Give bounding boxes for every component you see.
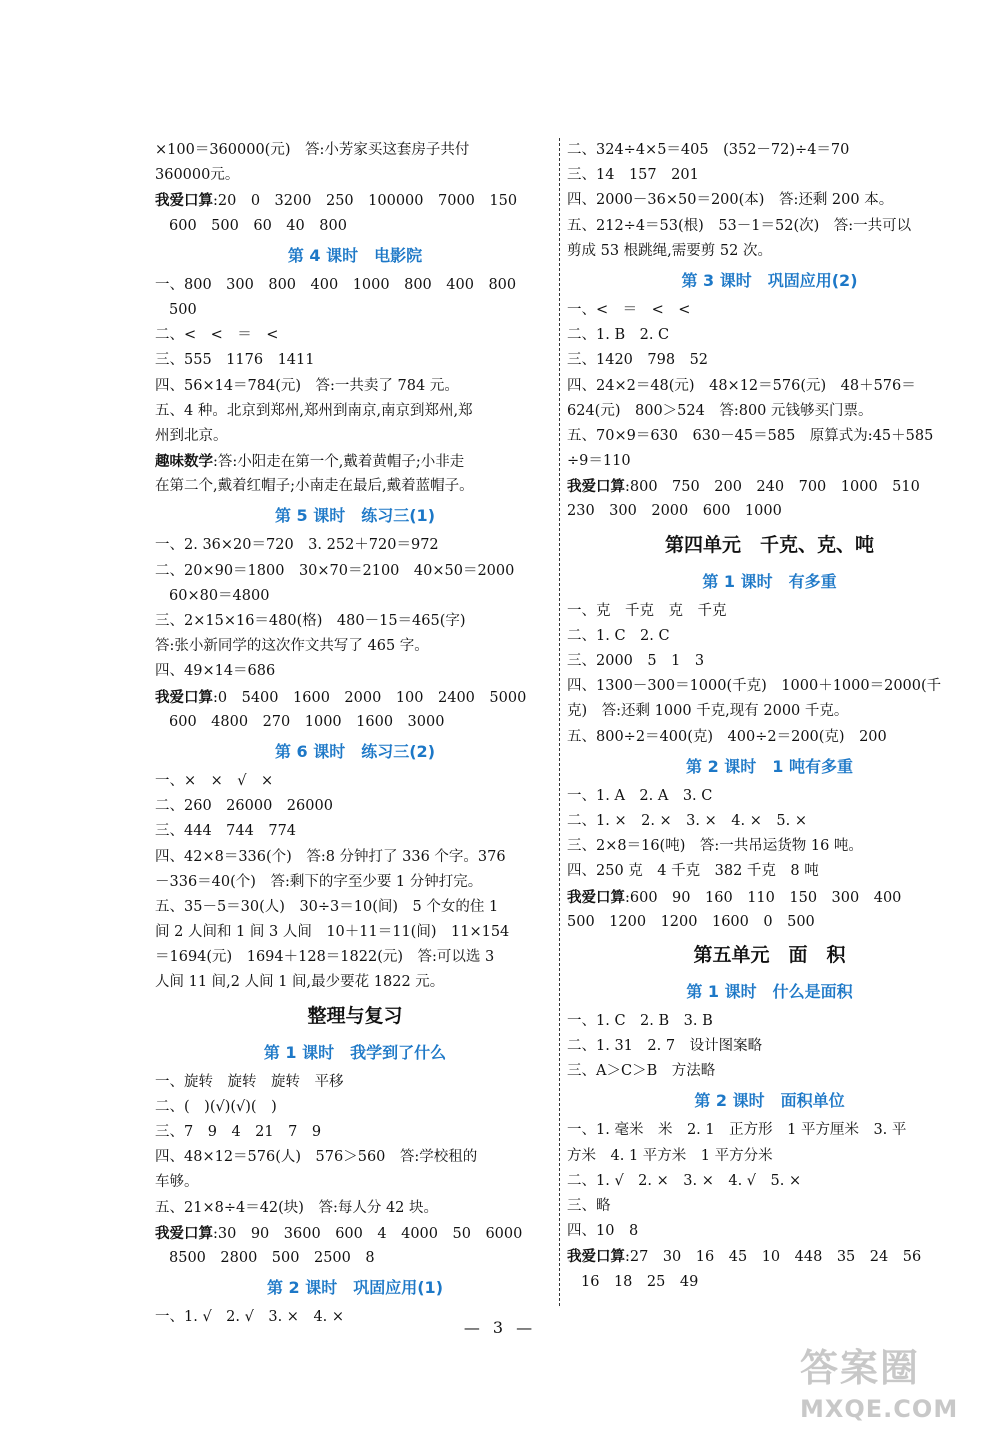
- line-text: :答:小阳走在第一个,戴着黄帽子;小非走: [213, 454, 465, 471]
- page-number: — 3 —: [463, 1318, 537, 1337]
- answer-line: 四、42×8＝336(个) 答:8 分钟打了 336 个字。376: [155, 848, 506, 865]
- lesson-heading: 第 5 课时 练习三(1): [274, 506, 436, 526]
- answer-line: 360000元。: [155, 167, 240, 184]
- answer-line: [155, 188, 555, 213]
- line-text: :27 30 16 45 10 448 35 24 56: [625, 1249, 922, 1266]
- answer-line: 一、1. A 2. A 3. C: [567, 787, 713, 804]
- right-column: [567, 138, 972, 1295]
- answer-line: 8500 2800 500 2500 8: [169, 1249, 375, 1266]
- answer-line: 五、4 种。北京到郑州,郑州到南京,南京到郑州,郑: [155, 402, 473, 419]
- answer-line: 二、1. × 2. × 3. × 4. × 5. ×: [567, 812, 807, 829]
- answer-line: 克) 答:还剩 1000 千克,现有 2000 千克。: [567, 703, 849, 720]
- watermark-text: 答案圈: [800, 1346, 921, 1390]
- answer-line: 二、1. C 2. C: [567, 627, 670, 644]
- answer-line: 人间 11 间,2 人间 1 间,最少要花 1822 元。: [155, 974, 445, 991]
- answer-line: 二、1. B 2. C: [567, 327, 670, 344]
- line-label: 我爱口算: [567, 888, 625, 906]
- answer-line: 四、49×14＝686: [155, 663, 276, 680]
- answer-line: 三、14 157 201: [567, 167, 699, 184]
- line-text: :20 0 3200 250 100000 7000 150: [213, 193, 518, 210]
- answer-line: 三、2×8＝16(吨) 答:一共吊运货物 16 吨。: [567, 838, 863, 855]
- answer-line: 500 1200 1200 1600 0 500: [567, 913, 815, 930]
- answer-line: 三、2000 5 1 3: [567, 653, 705, 669]
- answer-line: 四、10 8: [567, 1223, 639, 1240]
- answer-line: 二、20×90＝1800 30×70＝2100 40×50＝2000: [155, 562, 515, 579]
- lesson-heading: 第 6 课时 练习三(2): [274, 741, 436, 761]
- answer-line: 一、1. 毫米 米 2. 1 正方形 1 平方厘米 3. 平: [567, 1122, 907, 1139]
- answer-line: 五、212÷4＝53(根) 53－1＝52(次) 答:一共可以: [567, 217, 912, 234]
- answer-line: ÷9＝110: [567, 453, 631, 470]
- watermark-url: MXQE.COM: [800, 1395, 959, 1423]
- answer-line: [155, 449, 555, 474]
- line-text: :800 750 200 240 700 1000 510: [625, 479, 920, 496]
- answer-line: 一、2. 36×20＝720 3. 252＋720＝972: [155, 537, 439, 554]
- answer-line: －336＝40(个) 答:剩下的字至少要 1 分钟打完。: [155, 873, 483, 890]
- answer-line: [155, 685, 555, 710]
- line-label: 我爱口算: [567, 478, 625, 496]
- answer-line: 一、1. √ 2. √ 3. × 4. ×: [155, 1309, 345, 1326]
- answer-line: 三、1420 798 52: [567, 352, 709, 369]
- answer-line: [567, 474, 972, 499]
- answer-line: 五、800÷2＝400(克) 400÷2＝200(克) 200: [567, 728, 887, 745]
- line-text: :0 5400 1600 2000 100 2400 5000: [213, 689, 527, 706]
- lesson-heading: 第 4 课时 电影院: [287, 245, 423, 265]
- answer-line: 二、( )(√)(√)( ): [155, 1098, 277, 1115]
- lesson-heading: 第 2 课时 面积单位: [694, 1091, 845, 1111]
- answer-line: ＝1694(元) 1694＋128＝1822(元) 答:可以选 3: [155, 949, 495, 966]
- answer-line: 五、35－5＝30(人) 30÷3＝10(间) 5 个女的住 1: [155, 898, 499, 915]
- answer-line: 四、48×12＝576(人) 576＞560 答:学校租的: [155, 1149, 478, 1166]
- unit-heading: 整理与复习: [307, 1004, 403, 1027]
- line-label: 我爱口算: [155, 1224, 213, 1242]
- answer-line: 一、< ＝ < <: [567, 301, 691, 318]
- answer-line: 三、555 1176 1411: [155, 352, 315, 369]
- answer-line: 二、324÷4×5＝405 (352－72)÷4＝70: [567, 142, 850, 158]
- answer-line: 一、克 千克 克 千克: [567, 602, 727, 619]
- answer-line: 600 4800 270 1000 1600 3000: [169, 713, 445, 730]
- answer-line: 600 500 60 40 800: [169, 217, 347, 234]
- answer-line: [567, 885, 972, 910]
- line-label: 我爱口算: [155, 192, 213, 210]
- answer-line: 州到北京。: [155, 427, 228, 444]
- column-divider: [559, 138, 561, 1306]
- lesson-heading: 第 2 课时 巩固应用(1): [266, 1278, 444, 1298]
- answer-line: ×100＝360000(元) 答:小芳家买这套房子共付: [155, 142, 470, 158]
- line-label: 趣味数学: [155, 453, 213, 471]
- answer-line: 三、略: [567, 1198, 611, 1214]
- answer-line: 四、1300－300＝1000(千克) 1000＋1000＝2000(千: [567, 678, 942, 695]
- answer-line: [567, 1244, 972, 1269]
- answer-line: 五、21×8÷4＝42(块) 答:每人分 42 块。: [155, 1199, 439, 1216]
- answer-line: 三、2×15×16＝480(格) 480－15＝465(字): [155, 613, 466, 629]
- line-label: 我爱口算: [155, 688, 213, 706]
- lesson-heading: 第 1 课时 什么是面积: [686, 981, 853, 1001]
- answer-line: 500: [169, 301, 197, 318]
- answer-line: 四、56×14＝784(元) 答:一共卖了 784 元。: [155, 377, 459, 394]
- answer-line: 三、444 744 774: [155, 823, 297, 840]
- answer-line: 四、2000－36×50＝200(本) 答:还剩 200 本。: [567, 192, 894, 209]
- answer-line: 230 300 2000 600 1000: [567, 503, 782, 520]
- answer-line: 车够。: [155, 1174, 199, 1191]
- answer-line: 剪成 53 根跳绳,需要剪 52 次。: [567, 242, 772, 259]
- answer-line: 一、1. C 2. B 3. B: [567, 1012, 713, 1029]
- answer-line: 五、70×9＝630 630－45＝585 原算式为:45＋585: [567, 427, 934, 444]
- lesson-heading: 第 2 课时 1 吨有多重: [686, 756, 853, 776]
- answer-line: 16 18 25 49: [581, 1273, 699, 1290]
- line-text: :600 90 160 110 150 300 400: [625, 889, 902, 906]
- answer-line: 间 2 人间和 1 间 3 人间 10＋11＝11(间) 11×154: [155, 924, 510, 941]
- answer-line: 四、250 克 4 千克 382 千克 8 吨: [567, 863, 819, 880]
- answer-line: 一、800 300 800 400 1000 800 400 800: [155, 276, 517, 293]
- lesson-heading: 第 3 课时 巩固应用(2): [681, 270, 858, 290]
- answer-line: 答:张小新同学的这次作文共写了 465 字。: [155, 638, 429, 655]
- watermark-logo: [800, 1342, 990, 1434]
- answer-line: 在第二个,戴着红帽子;小南走在最后,戴着蓝帽子。: [155, 478, 474, 495]
- answer-line: 一、旋转 旋转 旋转 平移: [155, 1073, 344, 1090]
- answer-line: [155, 1221, 555, 1246]
- answer-line: 二、260 26000 26000: [155, 798, 333, 815]
- left-column: [155, 138, 555, 1330]
- lesson-heading: 第 1 课时 我学到了什么: [263, 1042, 447, 1062]
- line-text: :30 90 3600 600 4 4000 50 6000: [213, 1225, 523, 1242]
- unit-heading: 第四单元 千克、克、吨: [664, 533, 874, 556]
- line-label: 我爱口算: [567, 1248, 625, 1266]
- answer-line: 二、1. √ 2. × 3. × 4. √ 5. ×: [567, 1172, 802, 1189]
- answer-line: 二、< < ＝ <: [155, 327, 279, 344]
- unit-heading: 第五单元 面 积: [693, 943, 846, 966]
- answer-line: 60×80＝4800: [169, 587, 270, 604]
- answer-line: 方米 4. 1 平方米 1 平方分米: [567, 1147, 773, 1164]
- answer-line: 一、× × √ ×: [155, 772, 274, 789]
- lesson-heading: 第 1 课时 有多重: [702, 571, 837, 591]
- answer-line: 二、1. 31 2. 7 设计图案略: [567, 1038, 763, 1055]
- answer-line: 三、7 9 4 21 7 9: [155, 1124, 322, 1140]
- answer-line: 四、24×2＝48(元) 48×12＝576(元) 48＋576＝: [567, 377, 916, 394]
- answer-line: 624(元) 800＞524 答:800 元钱够买门票。: [567, 402, 873, 419]
- answer-line: 三、A＞C＞B 方法略: [567, 1063, 716, 1080]
